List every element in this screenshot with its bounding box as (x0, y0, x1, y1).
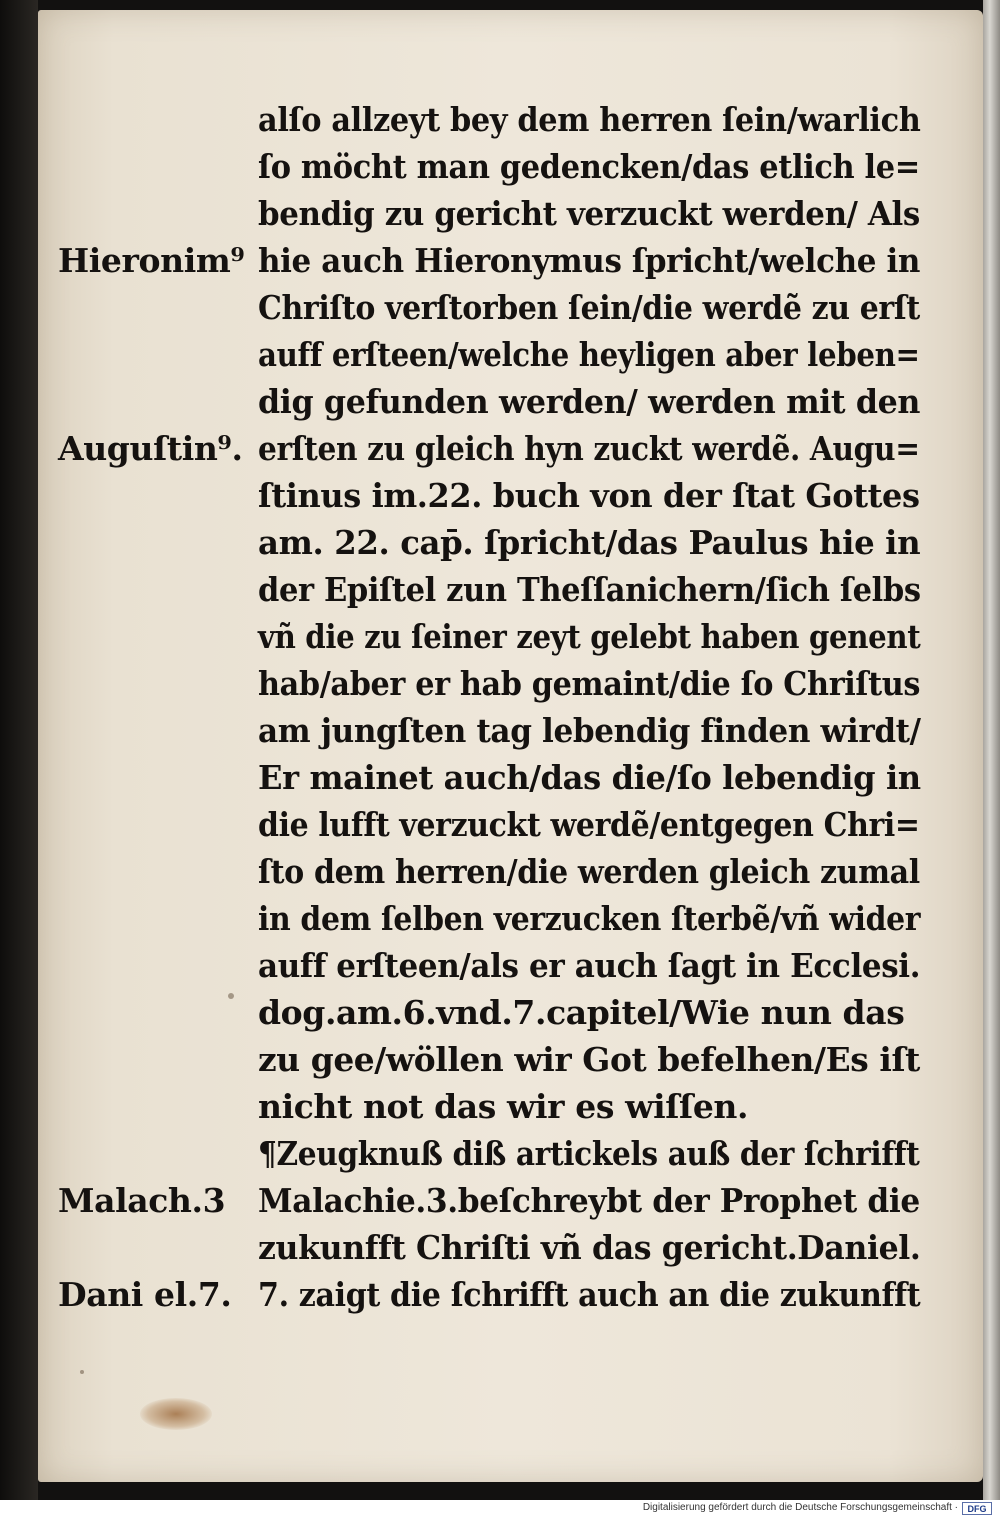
page-stain (140, 1398, 212, 1430)
text-line: auff erſteen/als er auch ſagt in Ecclesi. (258, 946, 921, 985)
text-line: auff erſteen/welche heyligen aber leben= (258, 335, 920, 374)
margin-note-malachias: Malach.3 (58, 1181, 226, 1220)
text-line: nicht not das wir es wiſſen. (258, 1087, 749, 1126)
text-line: ſto dem herren/die werden gleich zumal (258, 852, 920, 891)
ink-speck (80, 1370, 84, 1374)
text-line: dog.am.6.vnd.7.capitel/Wie nun das (258, 993, 905, 1032)
text-line: am jungſten tag lebendig finden wirdt/ (258, 711, 921, 750)
book-page-edges (983, 0, 1000, 1500)
text-line: hab/aber er hab gemaint/die ſo Chriſtus (258, 664, 921, 703)
text-line: die lufft verzuckt werdẽ/entgegen Chri= (258, 805, 920, 844)
text-line: vñ die zu ſeiner zeyt gelebt haben genent (258, 617, 921, 656)
text-line: ſo möcht man gedencken/das etlich le= (258, 147, 920, 186)
footer-credit: Digitalisierung gefördert durch die Deutsche Forschungsgemeinschaft · (642, 1502, 958, 1513)
margin-note-hieronimus: Hieronim⁹ (58, 241, 245, 280)
text-line: hie auch Hieronymus ſpricht/welche in (258, 241, 921, 280)
ink-speck (228, 993, 234, 999)
text-line: zukunfft Chriſti vñ das gericht.Daniel. (258, 1228, 921, 1267)
text-line: Chriſto verſtorben ſein/die werdẽ zu erſt (258, 288, 920, 327)
text-line: in dem ſelben verzucken ſterbẽ/vñ wider (258, 899, 921, 938)
text-line: zu gee/wöllen wir Got befelhen/Es iſt (258, 1040, 920, 1079)
text-line: dig gefunden werden/ werden mit den (258, 382, 921, 421)
text-line: ¶Zeugknuß diß artickels auß der ſchrifft (258, 1134, 920, 1173)
text-line: ſtinus im.22. buch von der ſtat Gottes (258, 476, 920, 515)
text-line: alſo allzeyt bey dem herren ſein/warlich (258, 100, 921, 139)
text-line: Er mainet auch/das die/ſo lebendig in (258, 758, 921, 797)
margin-note-daniel: Dani el.7. (58, 1275, 232, 1314)
scan-left-edge (0, 0, 38, 1500)
text-line: bendig zu gericht verzuckt werden/ Als (258, 194, 920, 233)
text-line: 7. zaigt die ſchrifft auch an die zukunfft (258, 1275, 921, 1314)
text-line: der Epiſtel zun Theſſanichern/ſich ſelbs (258, 570, 921, 609)
dfg-logo-icon: DFG (962, 1502, 992, 1515)
margin-note-augustinus: Auguſtin⁹. (58, 429, 243, 468)
text-line: Malachie.3.beſchreybt der Prophet die (258, 1181, 920, 1220)
text-line: erſten zu gleich hyn zuckt werdẽ. Augu= (258, 429, 920, 468)
text-line: am. 22. cap̄. ſpricht/das Paulus hie in (258, 523, 921, 562)
